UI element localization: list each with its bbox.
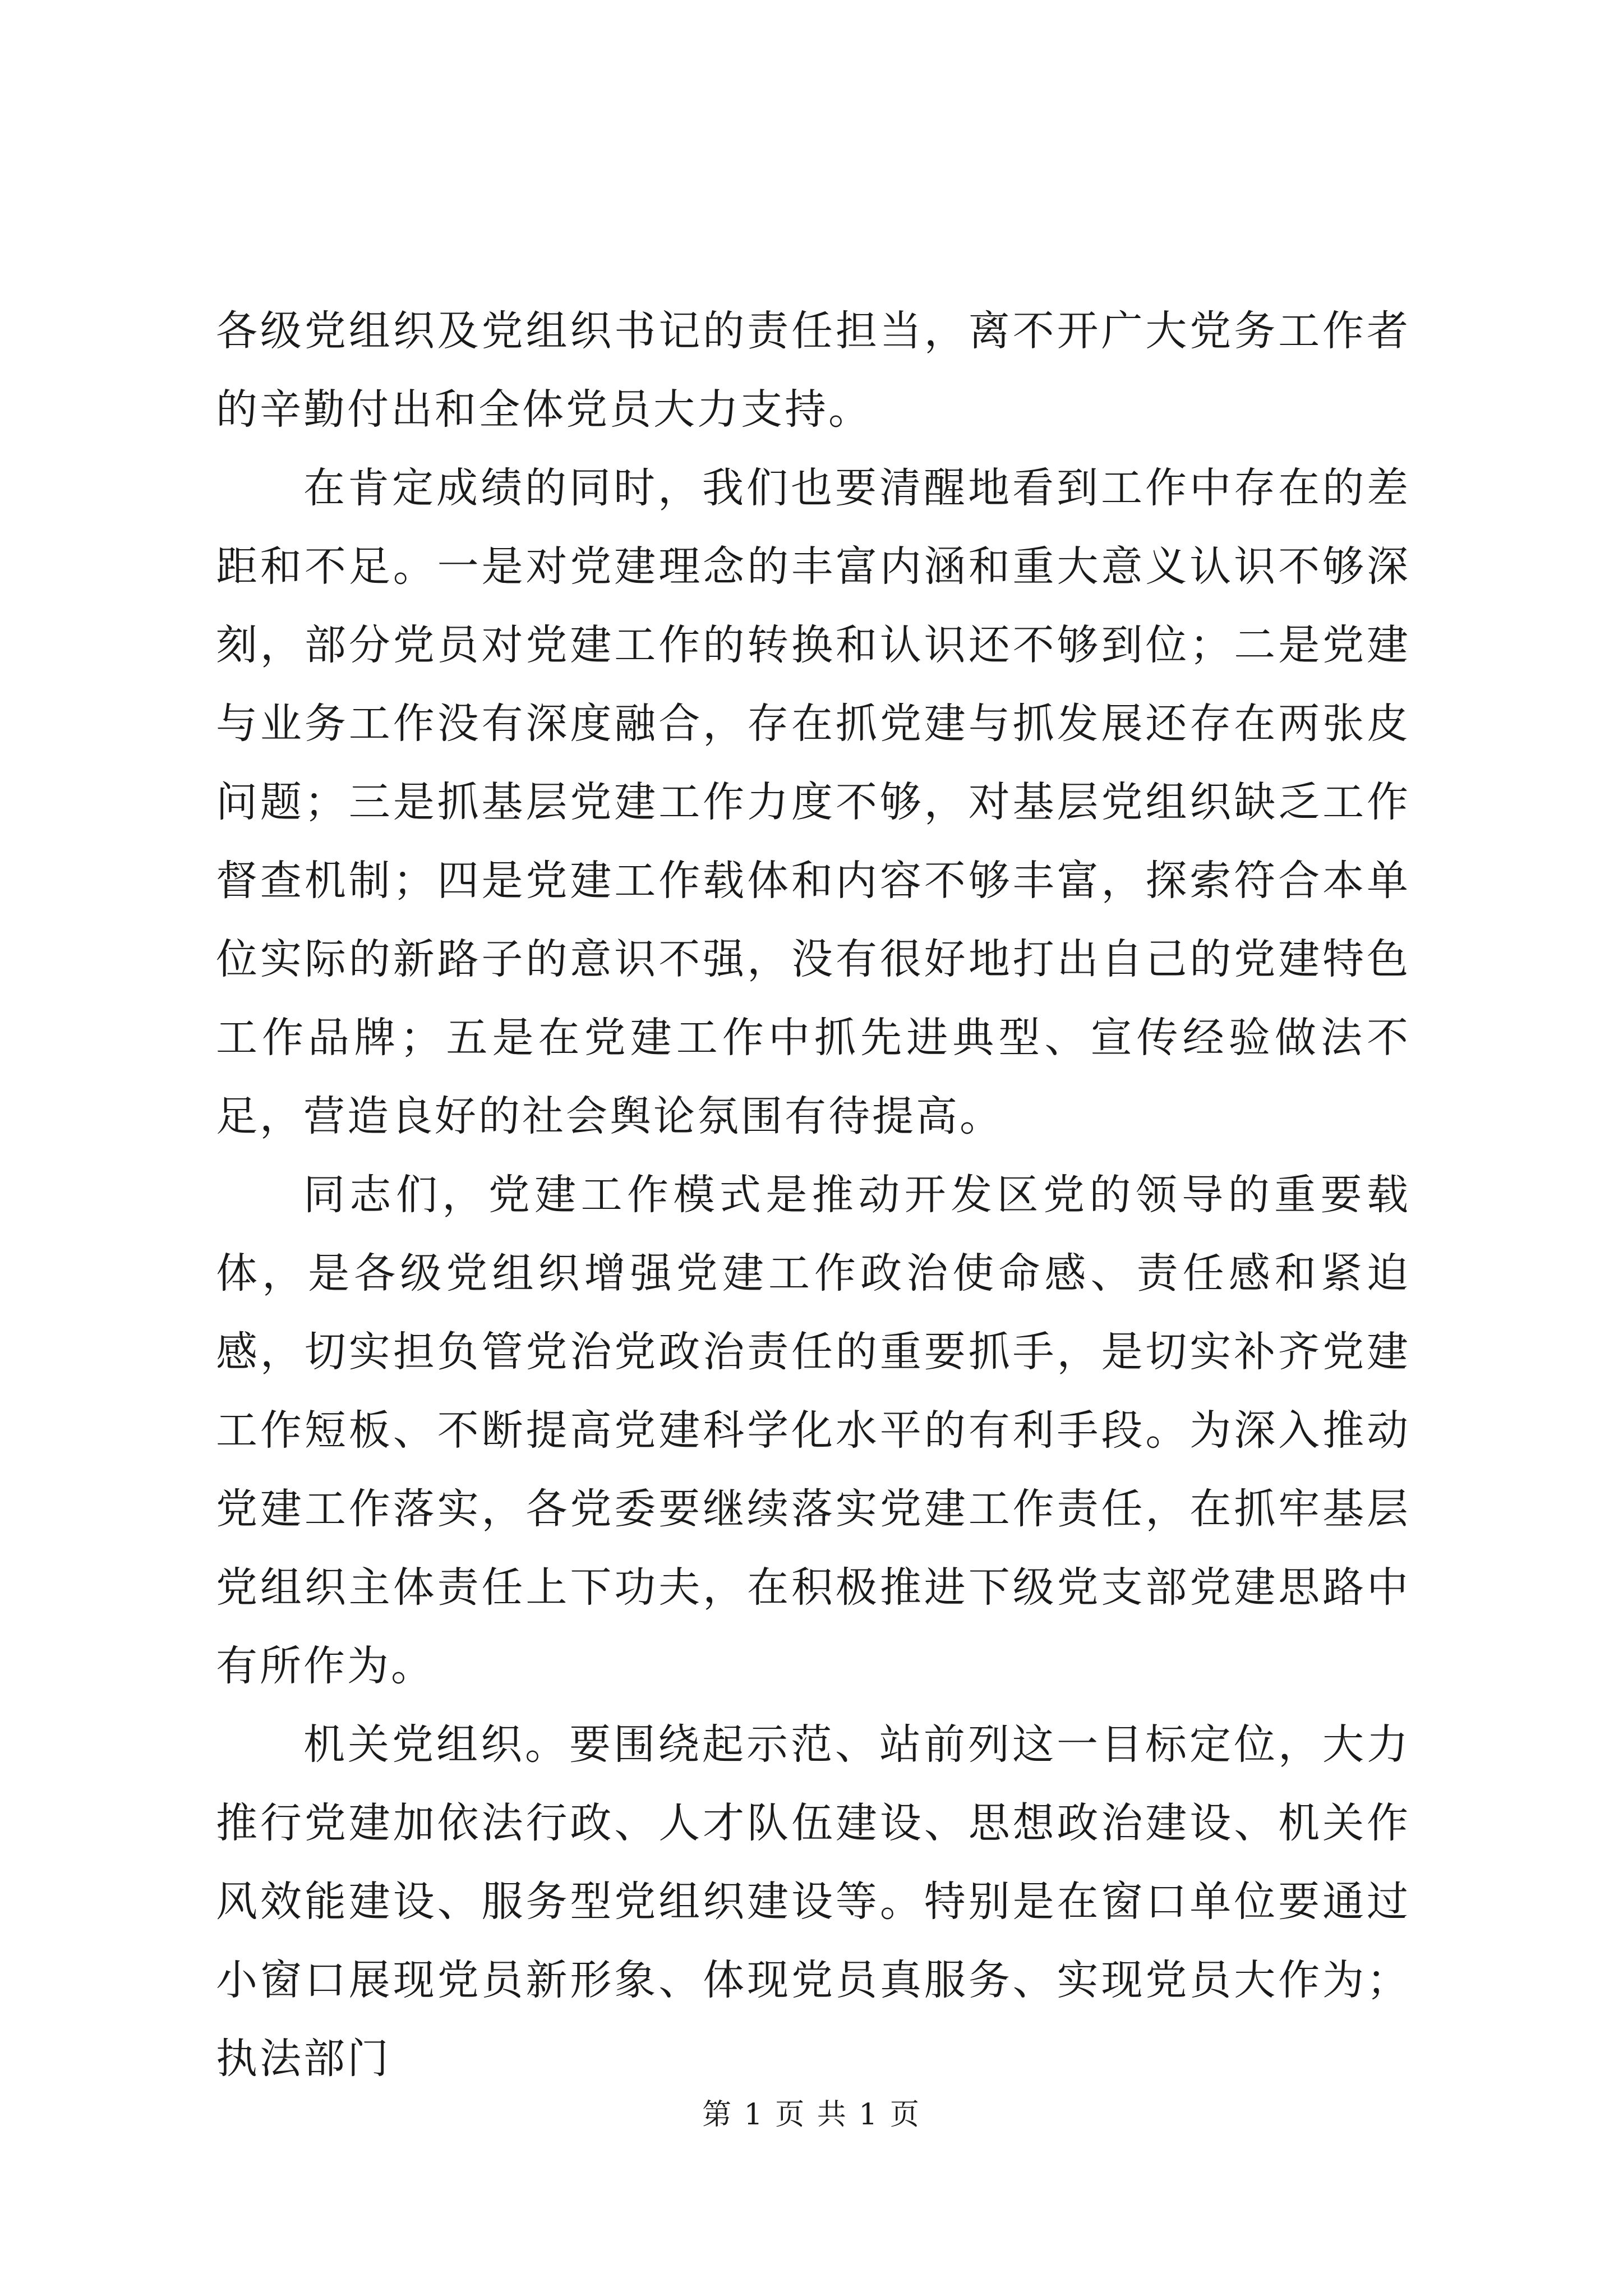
paragraph-comrades: 同志们，党建工作模式是推动开发区党的领导的重要载体，是各级党组织增强党建工作政治使命感、责任感和紧迫感，切实担负管党治党政治责任的重要抓手，是切实补齐党建工作短板、不断提高党建科学化水平的有利手段。为深入推动党建工作落实，各党委要继续落实党建工作责任，在抓牢基层党组织主体责任上下功夫，在积极推进下级党支部党建思路中有所作为。 — [216, 1171, 1410, 1690]
paragraph-shortcomings: 在肯定成绩的同时，我们也要清醒地看到工作中存在的差距和不足。一是对党建理念的丰富内涵和重大意义认识不够深刻，部分党员对党建工作的转换和认识还不够到位；二是党建与业务工作没有深度融合，存在抓党建与抓发展还存在两张皮问题；三是抓基层党建工作力度不够，对基层党组织缺乏工作督查机制；四是党建工作载体和内容不够丰富，探索符合本单位实际的新路子的意识不强，没有很好地打出自己的党建特色工作品牌；五是在党建工作中抓先进典型、宣传经验做法不足，营造良好的社会舆论氛围有待提高。 — [216, 464, 1410, 1140]
paragraph-continuation: 各级党组织及党组织书记的责任担当，离不开广大党务工作者的辛勤付出和全体党员大力支持。 — [216, 307, 1410, 434]
page-number-footer: 第 1 页 共 1 页 — [702, 2098, 921, 2132]
paragraph-organ-party: 机关党组织。要围绕起示范、站前列这一目标定位，大力推行党建加依法行政、人才队伍建设、思想政治建设、机关作风效能建设、服务型党组织建设等。特别是在窗口单位要通过小窗口展现党员新形象、体现党员真服务、实现党员大作为；执法部门 — [216, 1720, 1410, 2083]
document-body — [216, 292, 1410, 2098]
